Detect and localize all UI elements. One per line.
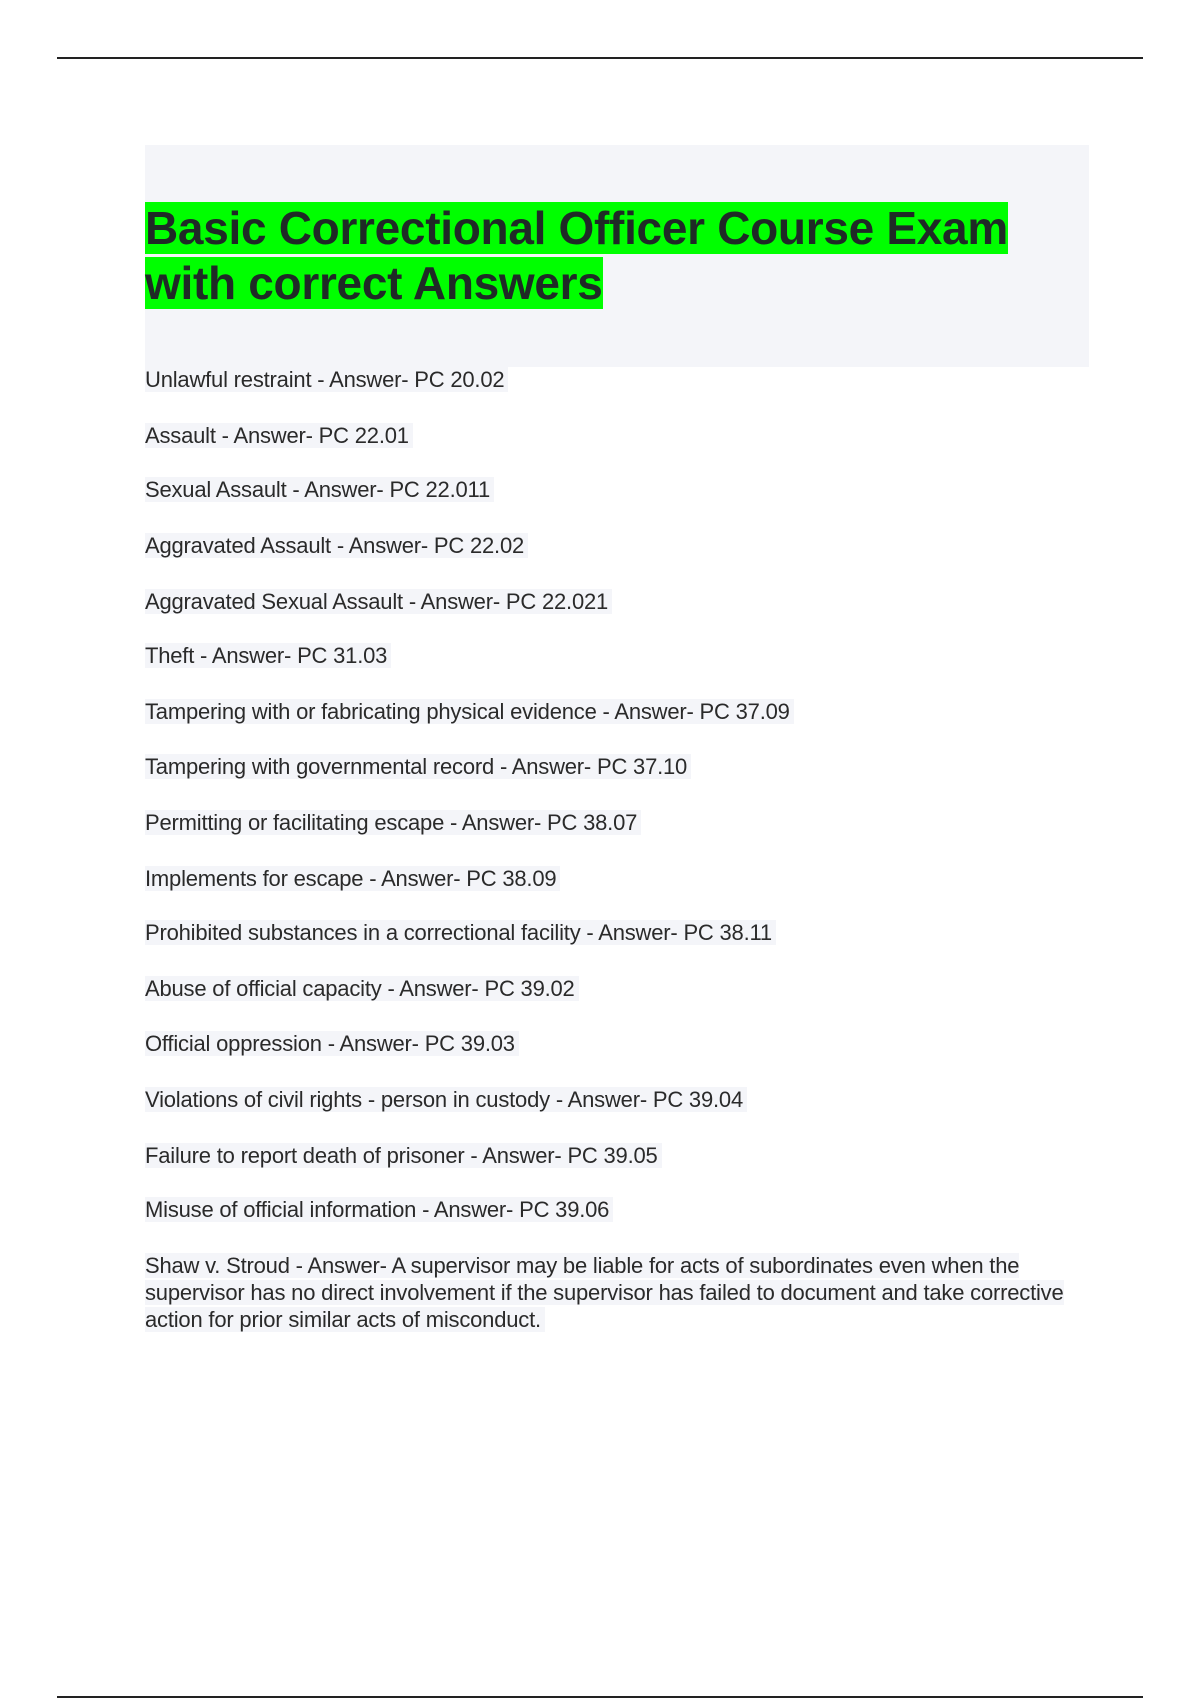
- item-text: Official oppression - Answer- PC 39.03: [145, 1031, 519, 1056]
- footer-rule: [57, 1696, 1143, 1698]
- list-item: [145, 1252, 1085, 1333]
- list-item: [145, 1142, 662, 1169]
- item-text: Assault - Answer- PC 22.01: [145, 423, 413, 448]
- list-item: [145, 698, 794, 725]
- list-item: [145, 919, 776, 946]
- item-text: Tampering with or fabricating physical evidence - Answer- PC 37.09: [145, 699, 794, 724]
- document-title: [145, 201, 1075, 311]
- item-text: Failure to report death of prisoner - Answer- PC 39.05: [145, 1143, 662, 1168]
- item-text: Aggravated Assault - Answer- PC 22.02: [145, 533, 528, 558]
- item-text: Tampering with governmental record - Answer- PC 37.10: [145, 754, 691, 779]
- item-text: Implements for escape - Answer- PC 38.09: [145, 866, 560, 891]
- item-text: Abuse of official capacity - Answer- PC 39.02: [145, 976, 579, 1001]
- list-item: [145, 1030, 519, 1057]
- list-item: [145, 476, 494, 503]
- header-rule: [57, 57, 1143, 59]
- item-text: Prohibited substances in a correctional facility - Answer- PC 38.11: [145, 920, 776, 945]
- item-text: Permitting or facilitating escape - Answer- PC 38.07: [145, 810, 641, 835]
- list-item: [145, 865, 560, 892]
- list-item: [145, 532, 528, 559]
- list-item: [145, 809, 641, 836]
- list-item: [145, 588, 612, 615]
- title-block: [145, 145, 1089, 367]
- item-text: Violations of civil rights - person in custody - Answer- PC 39.04: [145, 1087, 747, 1112]
- item-text: Unlawful restraint - Answer- PC 20.02: [145, 367, 508, 392]
- item-text: Misuse of official information - Answer- PC 39.06: [145, 1197, 613, 1222]
- list-item: [145, 366, 508, 393]
- list-item: [145, 975, 579, 1002]
- list-item: [145, 1086, 747, 1113]
- title-highlight: Basic Correctional Officer Course Exam with correct Answers: [145, 202, 1008, 309]
- list-item: [145, 1196, 613, 1223]
- item-text: Aggravated Sexual Assault - Answer- PC 22.021: [145, 589, 612, 614]
- list-item: [145, 753, 691, 780]
- item-text: Theft - Answer- PC 31.03: [145, 643, 391, 668]
- item-text: Shaw v. Stroud - Answer- A supervisor may be liable for acts of subordinates even when the supervisor has no direct involvement if the supervisor has failed to document and take corrective action for prior similar acts of misconduct.: [145, 1253, 1064, 1332]
- list-item: [145, 422, 413, 449]
- item-text: Sexual Assault - Answer- PC 22.011: [145, 477, 494, 502]
- list-item: [145, 642, 391, 669]
